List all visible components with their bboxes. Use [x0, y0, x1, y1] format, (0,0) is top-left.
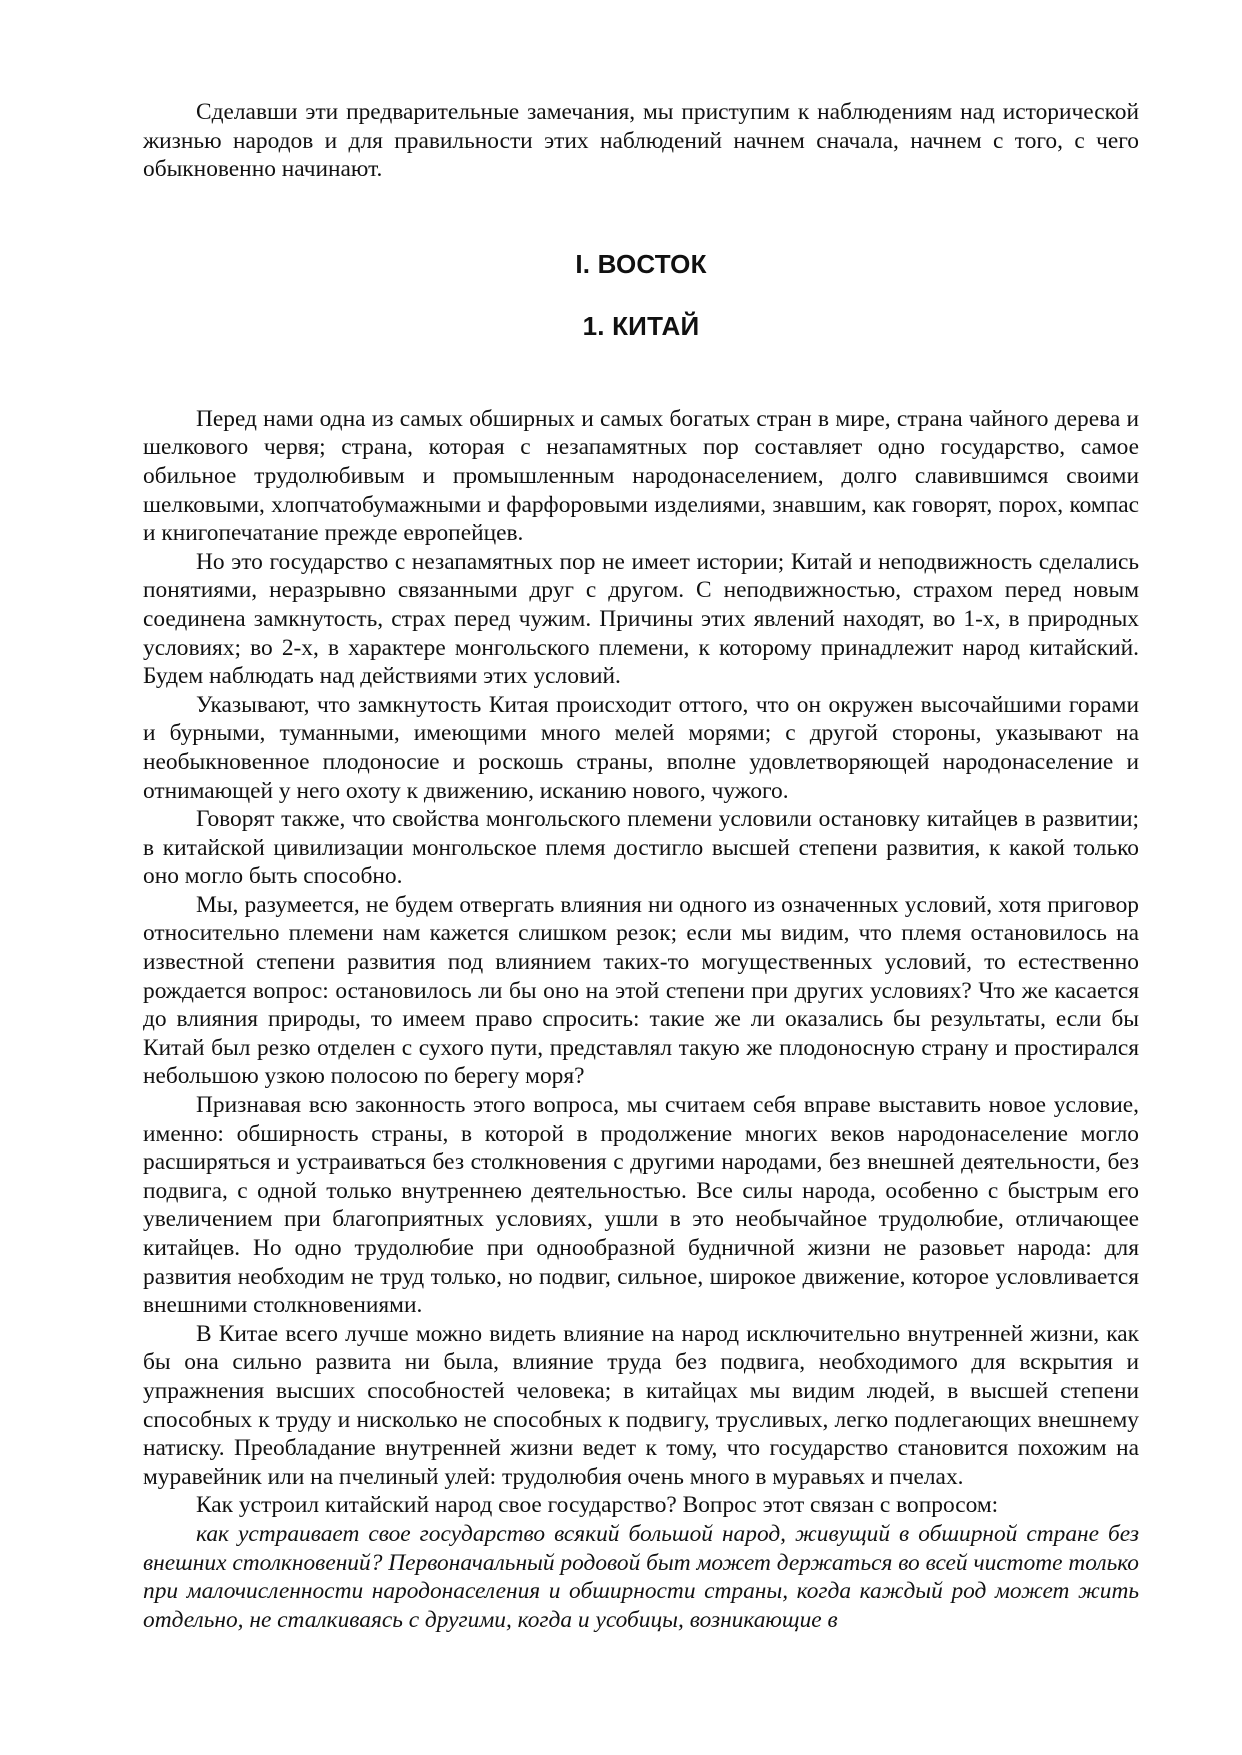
body-paragraph: В Китае всего лучше можно видеть влияние на народ исключительно внутренней жизни, как бы она сильно развита ни была, влияние труда без подвига, необходимого для вскрытия и упражнения высших способностей человека; в китайцах мы видим людей, в высшей степени способных к труду и нисколько не способных к подвигу, трусливых, легко подлегающих внешнему натиску. Преобладание внутренней жизни ведет к тому, что государство становится похожим на муравейник или на пчелиный улей: трудолюбия очень много в муравьях и пчелах. — [143, 1320, 1139, 1490]
part-heading: I. ВОСТОК — [575, 248, 707, 279]
document-page — [143, 98, 1139, 1634]
body-paragraph: Указывают, что замкнутость Китая происходит оттого, что он окружен высочайшими горами и бурными, туманными, имеющими много мелей морями; с другой стороны, указывают на необыкновенное плодоносие и роскошь страны, вполне удовлетворяющей народонаселение и отнимающей у него охоту к движению, исканию нового, чужого. — [143, 691, 1139, 804]
body-paragraph: Мы, разумеется, не будем отвергать влияния ни одного из означенных условий, хотя приговор относительно племени нам кажется слишком резок; если мы видим, что племя остановилось на известной степени развития под влиянием таких-то могущественных условий, то естественно рождается вопрос: остановилось ли бы оно на этой степени при других условиях? Что же касается до влияния природы, то имеем право спросить: такие же ли оказались бы результаты, если бы Китай был резко отделен с сухого пути, представлял такую же плодоносную страну и простирался небольшою узкою полосою по берегу моря? — [143, 891, 1139, 1090]
body-paragraph: Признавая всю законность этого вопроса, мы считаем себя вправе выставить новое условие, именно: обширность страны, в которой в продолжение многих веков народонаселение могло расширяться и устраиваться без столкновения с другими народами, без внешней деятельности, без подвига, с одной только внутреннею деятельностью. Все силы народа, особенно с быстрым его увеличением при благоприятных условиях, ушли в это необычайное трудолюбие, отличающее китайцев. Но одно трудолюбие при однообразной будничной жизни не разовьет народа: для развития необходим не труд только, но подвиг, сильное, широкое движение, которое условливается внешними столкновениями. — [143, 1092, 1139, 1319]
body-paragraph: Говорят также, что свойства монгольского племени условили остановку китайцев в развитии; в китайской цивилизации монгольское племя достигло высшей степени развития, к какой только оно могло быть способно. — [143, 806, 1139, 890]
body-paragraph: Как устроил китайский народ свое государство? Вопрос этот связан с вопросом: — [196, 1492, 999, 1519]
intro-paragraph: Сделавши эти предварительные замечания, мы приступим к наблюдениям над исторической жизнью народов и для правильности этих наблюдений начнем сначала, начнем с того, с чего обыкновенно начинают. — [143, 99, 1139, 183]
italic-quote-paragraph: как устраивает свое государство всякий большой народ, живущий в обширной стране без внешних столкновений? Первоначальный родовой быт может держаться во всей чистоте только при малочисленности народонаселения и обширности страны, когда каждый род может жить отдельно, не сталкиваясь с другими, когда и усобицы, возникающие в — [143, 1520, 1139, 1633]
body-paragraph: Перед нами одна из самых обширных и самых богатых стран в мире, страна чайного дерева и шелкового червя; страна, которая с незапамятных пор составляет одно государство, самое обильное трудолюбивым и промышленным народонаселением, долго славившимся своими шелковыми, хлопчатобумажными и фарфоровыми изделиями, знавшим, как говорят, порох, компас и книгопечатание прежде европейцев. — [143, 405, 1139, 547]
body-paragraph: Но это государство с незапамятных пор не имеет истории; Китай и неподвижность сделались понятиями, неразрывно связанными друг с другом. С неподвижностью, страхом перед новым соединена замкнутость, страх перед чужим. Причины этих явлений находят, во 1-х, в природных условиях; во 2-х, в характере монгольского племени, к которому принадлежит народ китайский. Будем наблюдать над действиями этих условий. — [143, 548, 1139, 690]
chapter-heading: 1. КИТАЙ — [582, 310, 700, 341]
